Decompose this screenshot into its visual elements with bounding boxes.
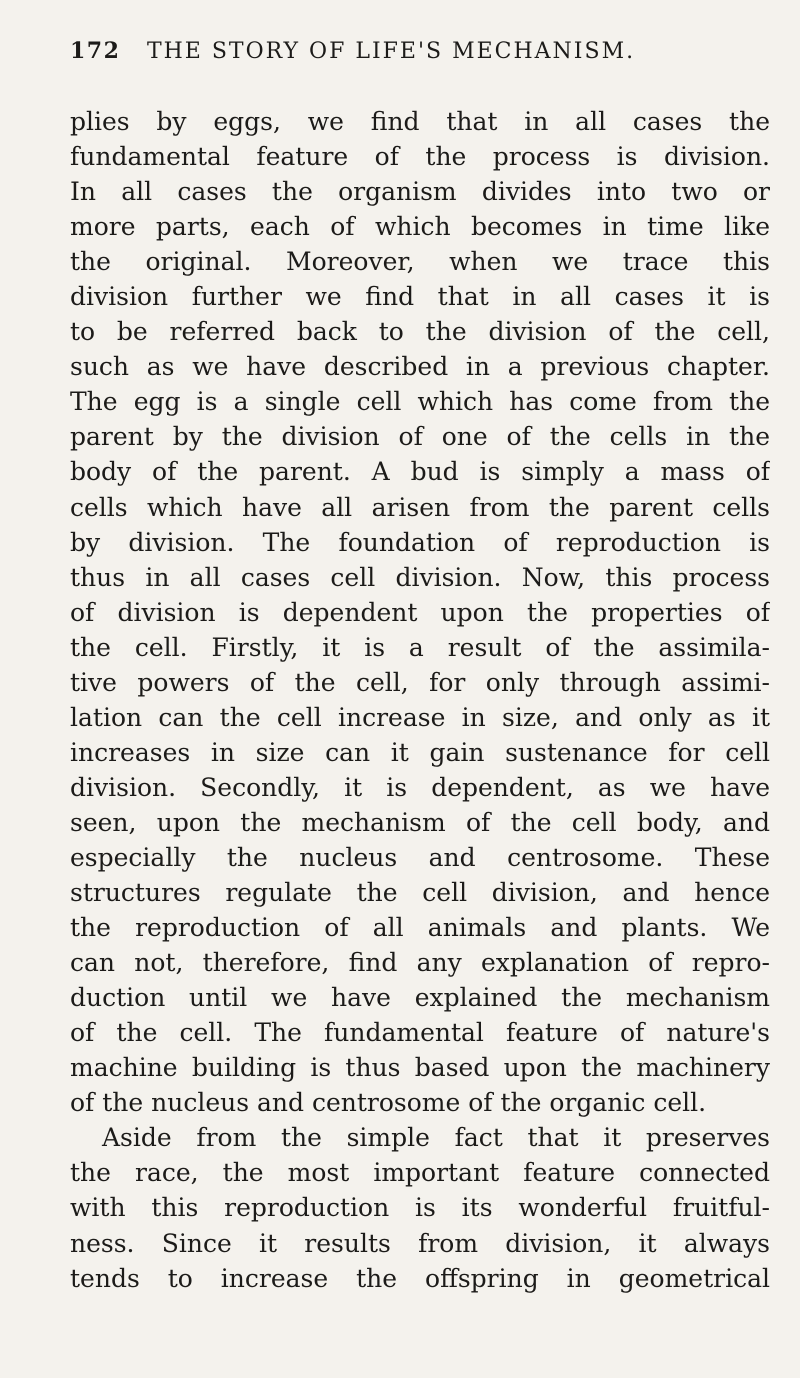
text-line: especially the nucleus and centrosome. These xyxy=(70,842,770,872)
text-line: body of the parent. A bud is simply a mass of xyxy=(70,457,770,487)
text-line: the cell. Firstly, it is a result of the assimila- xyxy=(70,632,770,662)
text-line: to be referred back to the division of the cell, xyxy=(70,317,770,347)
running-title: THE STORY OF LIFE'S MECHANISM. xyxy=(146,39,636,64)
text-line: duction until we have explained the mechanism xyxy=(70,983,770,1013)
text-line: tive powers of the cell, for only through assimi- xyxy=(70,667,770,697)
text-line: thus in all cases cell division. Now, this process xyxy=(70,562,770,592)
text-line: machine building is thus based upon the machinery xyxy=(70,1053,770,1083)
text-line: the race, the most important feature connected xyxy=(70,1158,770,1188)
text-line: the original. Moreover, when we trace this xyxy=(70,247,770,277)
text-line: tends to increase the offspring in geometrical xyxy=(70,1263,770,1293)
text-line: division. Secondly, it is dependent, as we have xyxy=(70,772,770,802)
text-line: can not, therefore, find any explanation of repro- xyxy=(70,948,770,978)
text-line: In all cases the organism divides into two or xyxy=(70,177,770,207)
text-line: of the cell. The fundamental feature of nature's xyxy=(70,1018,770,1048)
text-line: parent by the division of one of the cells in the xyxy=(70,422,770,452)
text-line: with this reproduction is its wonderful fruitful- xyxy=(70,1193,770,1223)
text-line: lation can the cell increase in size, and only as it xyxy=(70,702,770,732)
text-line: division further we find that in all cases it is xyxy=(70,282,770,312)
paragraph-start-line: Aside from the simple fact that it preserves xyxy=(102,1123,770,1153)
text-line: the reproduction of all animals and plants. We xyxy=(70,913,770,943)
text-line: The egg is a single cell which has come from the xyxy=(70,387,770,417)
text-line: of division is dependent upon the properties of xyxy=(70,597,770,627)
page-number: 172 xyxy=(70,38,121,64)
text-line: by division. The foundation of reproduction is xyxy=(70,527,770,557)
text-line: fundamental feature of the process is division. xyxy=(70,142,770,172)
text-line: increases in size can it gain sustenance for cell xyxy=(70,737,770,767)
text-line: more parts, each of which becomes in time like xyxy=(70,212,770,242)
paragraph-end-line: of the nucleus and centrosome of the organic cell. xyxy=(70,1088,707,1118)
text-line: such as we have described in a previous chapter. xyxy=(70,352,770,382)
text-line: structures regulate the cell division, and hence xyxy=(70,878,770,908)
body-text xyxy=(70,104,770,1296)
running-header xyxy=(70,38,770,68)
text-line: cells which have all arisen from the parent cells xyxy=(70,492,770,522)
text-line: seen, upon the mechanism of the cell body, and xyxy=(70,807,770,837)
text-line: plies by eggs, we find that in all cases the xyxy=(70,107,770,136)
text-line: ness. Since it results from division, it always xyxy=(70,1228,770,1258)
